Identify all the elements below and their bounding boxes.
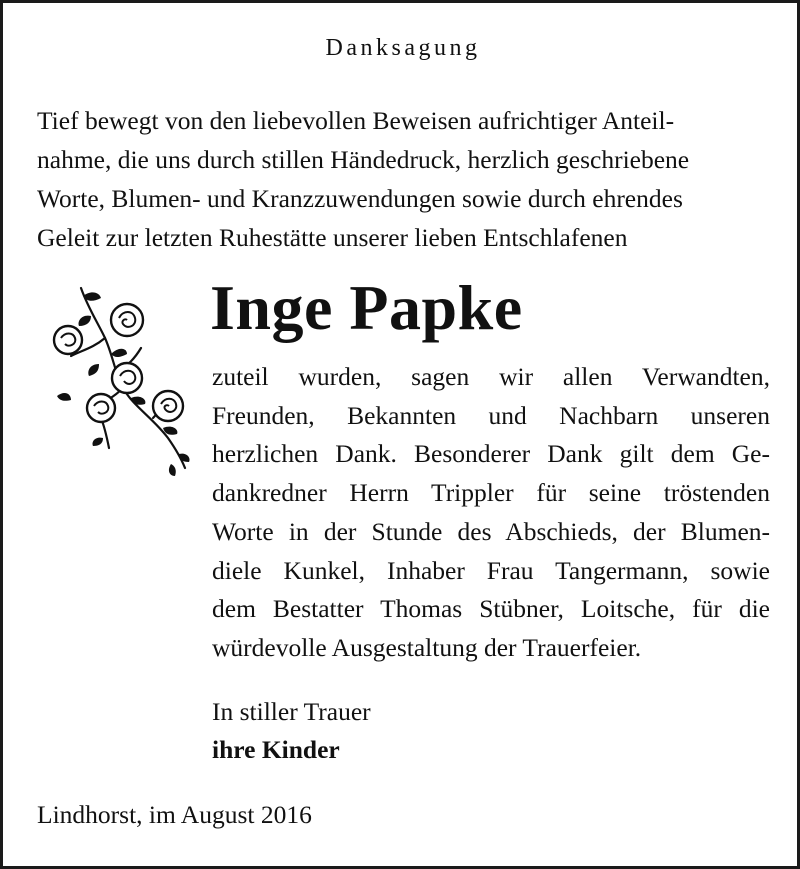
thanks-line: diele Kunkel, Inhaber Frau Tangermann, sowie	[212, 555, 770, 585]
thanks-line: zuteil wurden, sagen wir allen Verwandten,	[212, 362, 770, 391]
thanks-line: dem Bestatter Thomas Stübner, Loitsche, für die	[212, 594, 770, 624]
thanks-line: Freunden, Bekannten und Nachbarn unseren	[212, 400, 770, 430]
thanks-line: herzlichen Dank. Besonderer Dank gilt dem Ge-	[212, 439, 770, 469]
signature: ihre Kinder	[212, 735, 340, 764]
intro-line: Tief bewegt von den liebevollen Beweisen aufrichtiger Anteil-	[37, 106, 675, 135]
intro-line: Geleit zur letzten Ruhestätte unserer lieben Entschlafenen	[37, 223, 628, 252]
intro-paragraph	[37, 101, 777, 257]
heading: Danksagung	[325, 35, 481, 61]
intro-line: nahme, die uns durch stillen Händedruck, herzlich geschriebene	[37, 145, 690, 174]
roses-icon	[43, 278, 203, 478]
thanks-line: Worte in der Stunde des Abschieds, der Blumen-	[212, 516, 770, 546]
thanks-line: würdevolle Ausgestaltung der Trauerfeier.	[212, 632, 642, 662]
thanks-line: dankredner Herrn Trippler für seine tröstenden	[212, 478, 770, 508]
intro-line: Worte, Blumen- und Kranzzuwendungen sowie durch ehrendes	[37, 184, 683, 213]
thanks-paragraph	[212, 358, 770, 668]
closing-line: In stiller Trauer	[212, 697, 371, 726]
closing-block	[212, 693, 371, 769]
deceased-name: Inge Papke	[210, 272, 523, 343]
place-date: Lindhorst, im August 2016	[37, 800, 312, 829]
